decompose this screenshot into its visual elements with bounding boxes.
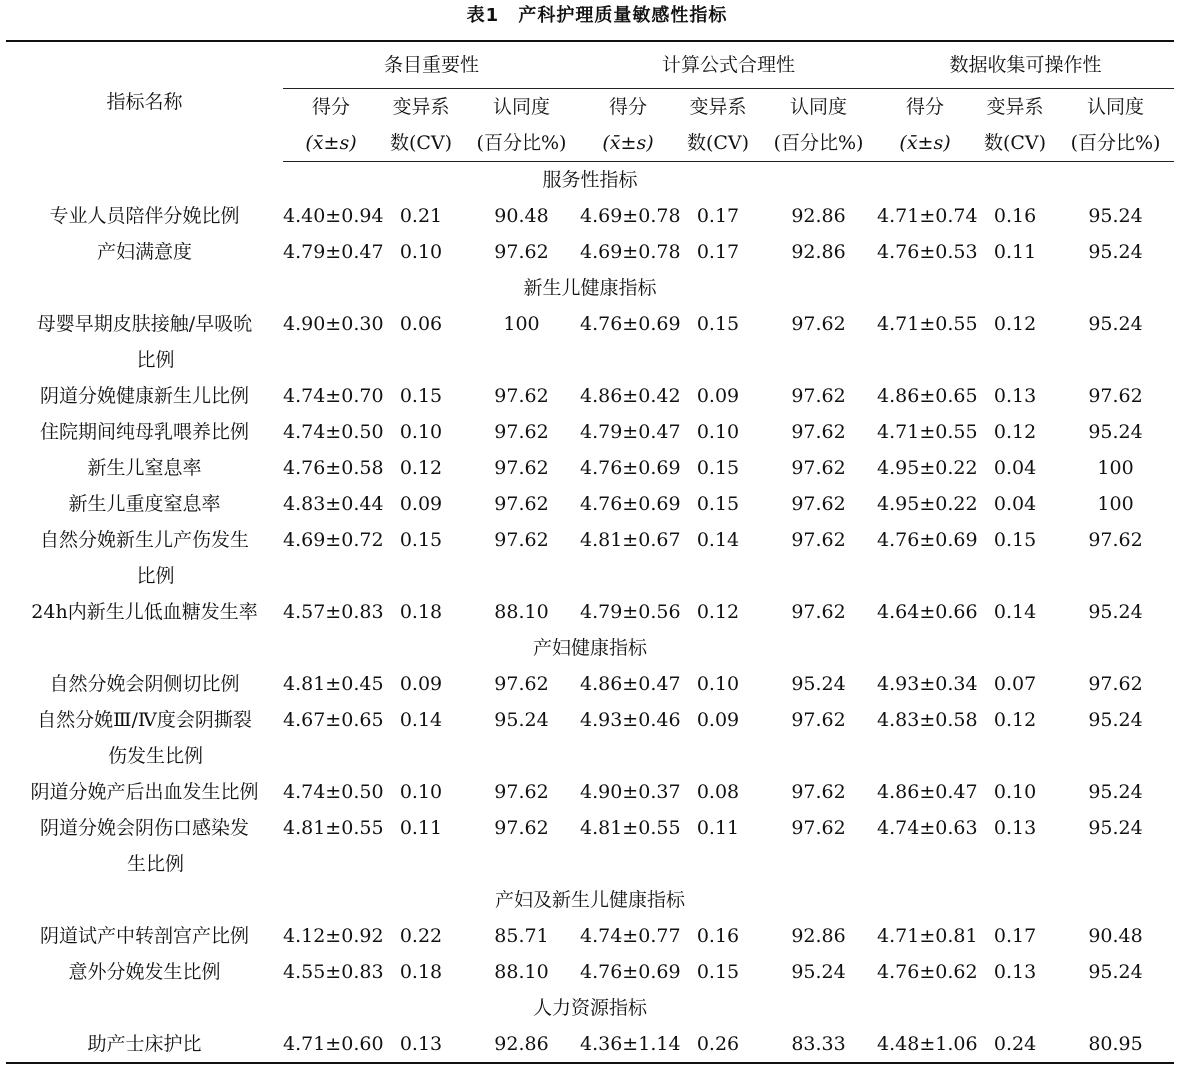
formula-cv-cell: 0.15 [696,961,740,983]
indicator-row [6,666,1174,702]
importance-agreement-cell: 97.62 [494,385,549,407]
formula-score-cell: 4.86±0.42 [580,385,681,407]
category-row [6,630,1174,666]
indicator-name-line: 母婴早期皮肤接触/早吸吮 [36,313,253,335]
formula-score-cell: 4.76±0.69 [580,457,681,479]
formula-score-cell: 4.76±0.69 [580,961,681,983]
importance-score-cell: 4.81±0.45 [283,673,384,695]
formula-score-cell: 4.81±0.67 [580,529,681,551]
formula-agreement-cell: 97.62 [791,817,846,839]
indicator-name-line: 阴道分娩健康新生儿比例 [39,385,249,407]
collection-cv-cell: 0.12 [993,709,1037,731]
collection-agreement-cell: 97.62 [1088,529,1143,551]
indicator-name [6,234,283,270]
collection-agreement-cell: 95.24 [1088,817,1143,839]
formula-score-cell: 4.79±0.47 [580,421,681,443]
collection-agreement-cell: 95.24 [1088,961,1143,983]
sub-header-agreement: 认同度 [1087,96,1145,118]
collection-cv-cell: 0.04 [993,457,1037,479]
importance-agreement-cell: 97.62 [494,673,549,695]
formula-agreement-cell: 95.24 [791,673,846,695]
indicator-table [6,40,1174,1064]
indicator-name-line: 产妇满意度 [96,241,192,263]
formula-agreement-cell: 95.24 [791,961,846,983]
importance-agreement-cell: 95.24 [494,709,549,731]
group-header-collection: 数据收集可操作性 [877,41,1174,89]
collection-score-cell: 4.86±0.65 [877,385,978,407]
indicator-name-line: 新生儿窒息率 [87,457,202,479]
collection-cv-cell: 0.07 [993,673,1037,695]
collection-score-cell: 4.71±0.55 [877,421,978,443]
importance-score-cell: 4.57±0.83 [283,601,384,623]
sub-header-score: 得分 [906,96,945,118]
table-caption [0,2,1194,30]
indicator-row [6,774,1174,810]
importance-score-cell: 4.67±0.65 [283,709,384,731]
formula-cv-cell: 0.11 [696,817,740,839]
formula-agreement-cell: 97.62 [791,781,846,803]
collection-agreement-cell: 95.24 [1088,205,1143,227]
indicator-name [6,810,283,882]
indicator-name-line: 伤发生比例 [107,745,203,767]
collection-cv-cell: 0.13 [993,961,1037,983]
collection-score-cell: 4.76±0.69 [877,529,978,551]
indicator-name-line: 自然分娩Ⅲ/Ⅳ度会阴撕裂 [37,709,252,731]
formula-cv-cell: 0.09 [696,385,740,407]
collection-agreement-cell: 95.24 [1088,313,1143,335]
formula-agreement-cell: 92.86 [791,925,846,947]
table-title: 产科护理质量敏感性指标 [518,5,728,26]
collection-score-cell: 4.48±1.06 [877,1026,973,1063]
importance-cv-cell: 0.18 [399,601,443,623]
importance-score-cell: 4.40±0.94 [283,205,384,227]
collection-cv-cell: 0.11 [993,241,1037,263]
table-body [6,162,1174,1064]
importance-cv-cell: 0.09 [399,673,443,695]
sub-header-agreement: 认同度 [492,96,550,118]
importance-cv-cell: 0.12 [399,457,443,479]
importance-cv-cell: 0.09 [399,493,443,515]
collection-score-cell: 4.95±0.22 [877,493,978,515]
formula-cv-cell: 0.15 [696,457,740,479]
indicator-row [6,234,1174,270]
collection-cv-cell: 0.24 [973,1026,1057,1063]
indicator-name-line: 24h内新生儿低血糖发生率 [31,601,258,623]
formula-score-cell: 4.86±0.47 [580,673,681,695]
category-row [6,162,1174,199]
importance-cv-cell: 0.06 [399,313,443,335]
sub-header-agreement: 认同度 [790,96,848,118]
importance-cv-cell: 0.10 [399,421,443,443]
importance-agreement-cell: 88.10 [494,961,549,983]
indicator-name [6,198,283,234]
formula-cv-cell: 0.17 [696,205,740,227]
indicator-name-line: 新生儿重度窒息率 [68,493,221,515]
importance-score-cell: 4.69±0.72 [283,529,384,551]
collection-cv-cell: 0.13 [993,817,1037,839]
indicator-name [6,774,283,810]
importance-score-cell: 4.90±0.30 [283,313,384,335]
formula-score-cell: 4.90±0.37 [580,781,681,803]
indicator-name-line: 专业人员陪伴分娩比例 [49,205,240,227]
indicator-row [6,1026,1174,1063]
importance-score-cell: 4.83±0.44 [283,493,384,515]
importance-score-cell: 4.79±0.47 [283,241,384,263]
importance-cv-cell: 0.14 [399,709,443,731]
sub-header-score: 得分 [608,96,647,118]
sub-header-agreement-unit: (百分比%) [760,125,877,162]
formula-cv-cell: 0.16 [696,925,740,947]
indicator-name [6,450,283,486]
collection-score-cell: 4.86±0.47 [877,781,978,803]
formula-cv-cell: 0.26 [676,1026,760,1063]
collection-cv-cell: 0.10 [993,781,1037,803]
importance-agreement-cell: 97.62 [494,781,549,803]
importance-agreement-cell: 85.71 [494,925,549,947]
indicator-name [6,522,283,594]
category-label: 人力资源指标 [533,997,648,1019]
indicator-row [6,918,1174,954]
indicator-row [6,810,1174,882]
importance-agreement-cell: 92.86 [463,1026,580,1063]
collection-agreement-cell: 90.48 [1088,925,1143,947]
importance-agreement-cell: 97.62 [494,241,549,263]
importance-agreement-cell: 97.62 [494,493,549,515]
importance-agreement-cell: 100 [503,313,540,335]
importance-cv-cell: 0.10 [399,241,443,263]
formula-score-cell: 4.36±1.14 [580,1026,676,1063]
formula-cv-cell: 0.10 [696,421,740,443]
sub-header-score-unit: (x̄±s) [580,125,676,162]
formula-agreement-cell: 97.62 [791,313,846,335]
formula-agreement-cell: 97.62 [791,601,846,623]
indicator-row [6,306,1174,378]
collection-score-cell: 4.83±0.58 [877,709,978,731]
collection-score-cell: 4.71±0.81 [877,925,978,947]
importance-score-cell: 4.81±0.55 [283,817,384,839]
indicator-name-line: 自然分娩会阴侧切比例 [49,673,240,695]
indicator-name [6,306,283,378]
indicator-row [6,378,1174,414]
indicator-name-line: 比例 [136,349,175,371]
indicator-name-line: 助产士床护比 [87,1033,202,1055]
collection-score-cell: 4.74±0.63 [877,817,978,839]
indicator-name-line: 住院期间纯母乳喂养比例 [39,421,249,443]
category-row [6,882,1174,918]
importance-cv-cell: 0.11 [399,817,443,839]
indicator-name [6,918,283,954]
formula-agreement-cell: 97.62 [791,421,846,443]
sub-header-cv: 变异系 [689,96,747,118]
collection-cv-cell: 0.15 [993,529,1037,551]
sub-header-cv-unit: 数(CV) [379,125,463,162]
importance-agreement-cell: 97.62 [494,421,549,443]
sub-header-cv: 变异系 [986,96,1044,118]
formula-score-cell: 4.69±0.78 [580,205,681,227]
importance-score-cell: 4.55±0.83 [283,961,384,983]
formula-agreement-cell: 97.62 [791,709,846,731]
sub-header-agreement-unit: (百分比%) [1057,125,1174,162]
header-row-groups [6,41,1174,89]
collection-score-cell: 4.76±0.53 [877,241,978,263]
collection-cv-cell: 0.13 [993,385,1037,407]
importance-cv-cell: 0.10 [399,781,443,803]
indicator-name [6,378,283,414]
category-label: 产妇健康指标 [533,637,648,659]
importance-score-cell: 4.74±0.50 [283,421,384,443]
collection-agreement-cell: 97.62 [1088,673,1143,695]
indicator-row [6,414,1174,450]
importance-agreement-cell: 97.62 [494,817,549,839]
indicator-name [6,666,283,702]
formula-cv-cell: 0.15 [696,493,740,515]
sub-header-score-unit: (x̄±s) [877,125,973,162]
importance-cv-cell: 0.15 [399,385,443,407]
collection-agreement-cell: 95.24 [1088,601,1143,623]
formula-score-cell: 4.76±0.69 [580,313,681,335]
collection-agreement-cell: 97.62 [1088,385,1143,407]
collection-cv-cell: 0.04 [993,493,1037,515]
category-row [6,990,1174,1026]
collection-score-cell: 4.76±0.62 [877,961,978,983]
formula-cv-cell: 0.17 [696,241,740,263]
indicator-row [6,486,1174,522]
importance-score-cell: 4.12±0.92 [283,925,384,947]
sub-header-agreement-unit: (百分比%) [463,125,580,162]
collection-agreement-cell: 95.24 [1088,709,1143,731]
indicator-row [6,450,1174,486]
formula-agreement-cell: 83.33 [760,1026,877,1063]
group-header-importance: 条目重要性 [283,41,580,89]
importance-cv-cell: 0.21 [399,205,443,227]
group-header-formula: 计算公式合理性 [580,41,877,89]
collection-score-cell: 4.64±0.66 [877,601,978,623]
collection-agreement-cell: 95.24 [1088,781,1143,803]
collection-agreement-cell: 80.95 [1057,1026,1174,1063]
indicator-row [6,522,1174,594]
formula-score-cell: 4.69±0.78 [580,241,681,263]
formula-agreement-cell: 97.62 [791,385,846,407]
indicator-name [6,702,283,774]
sub-header-cv-unit: 数(CV) [973,125,1057,162]
importance-cv-cell: 0.13 [379,1026,463,1063]
sub-header-cv-unit: 数(CV) [676,125,760,162]
indicator-name [6,594,283,630]
collection-agreement-cell: 95.24 [1088,421,1143,443]
collection-agreement-cell: 100 [1097,493,1134,515]
collection-agreement-cell: 100 [1097,457,1134,479]
importance-agreement-cell: 97.62 [494,529,549,551]
collection-score-cell: 4.71±0.55 [877,313,978,335]
formula-score-cell: 4.76±0.69 [580,493,681,515]
importance-score-cell: 4.74±0.50 [283,781,384,803]
formula-cv-cell: 0.08 [696,781,740,803]
category-row [6,270,1174,306]
table-number: 表1 [466,5,500,26]
indicator-row [6,594,1174,630]
formula-cv-cell: 0.09 [696,709,740,731]
indicator-name [6,1026,283,1063]
importance-cv-cell: 0.22 [399,925,443,947]
formula-agreement-cell: 97.62 [791,529,846,551]
sub-header-cv: 变异系 [392,96,450,118]
formula-agreement-cell: 92.86 [791,241,846,263]
indicator-row [6,954,1174,990]
importance-score-cell: 4.74±0.70 [283,385,384,407]
importance-cv-cell: 0.18 [399,961,443,983]
category-label: 服务性指标 [542,169,638,191]
collection-score-cell: 4.93±0.34 [877,673,978,695]
importance-agreement-cell: 90.48 [494,205,549,227]
importance-score-cell: 4.76±0.58 [283,457,384,479]
formula-score-cell: 4.93±0.46 [580,709,681,731]
collection-cv-cell: 0.12 [993,421,1037,443]
collection-score-cell: 4.71±0.74 [877,205,978,227]
collection-agreement-cell: 95.24 [1088,241,1143,263]
formula-cv-cell: 0.10 [696,673,740,695]
indicator-name [6,954,283,990]
importance-score-cell: 4.71±0.60 [283,1026,379,1063]
sub-header-score-unit: (x̄±s) [283,125,379,162]
indicator-name-line: 阴道分娩会阴伤口感染发 [39,817,249,839]
indicator-name [6,414,283,450]
stub-header: 指标名称 [6,41,283,162]
formula-cv-cell: 0.14 [696,529,740,551]
formula-agreement-cell: 92.86 [791,205,846,227]
indicator-row [6,198,1174,234]
indicator-row [6,702,1174,774]
collection-score-cell: 4.95±0.22 [877,457,978,479]
formula-score-cell: 4.81±0.55 [580,817,681,839]
indicator-name-line: 自然分娩新生儿产伤发生 [39,529,249,551]
collection-cv-cell: 0.16 [993,205,1037,227]
category-label: 新生儿健康指标 [523,277,657,299]
indicator-name-line: 阴道试产中转剖宫产比例 [39,925,249,947]
formula-agreement-cell: 97.62 [791,493,846,515]
category-label: 产妇及新生儿健康指标 [495,889,686,911]
indicator-name-line: 意外分娩发生比例 [68,961,221,983]
collection-cv-cell: 0.17 [993,925,1037,947]
collection-cv-cell: 0.12 [993,313,1037,335]
indicator-name-line: 阴道分娩产后出血发生比例 [30,781,259,803]
importance-cv-cell: 0.15 [399,529,443,551]
formula-score-cell: 4.79±0.56 [580,601,681,623]
formula-agreement-cell: 97.62 [791,457,846,479]
indicator-name-line: 比例 [136,565,175,587]
indicator-name-line: 生比例 [126,853,184,875]
indicator-name [6,486,283,522]
sub-header-score: 得分 [311,96,350,118]
collection-cv-cell: 0.14 [993,601,1037,623]
importance-agreement-cell: 97.62 [494,457,549,479]
formula-score-cell: 4.74±0.77 [580,925,681,947]
formula-cv-cell: 0.15 [696,313,740,335]
importance-agreement-cell: 88.10 [494,601,549,623]
formula-cv-cell: 0.12 [696,601,740,623]
